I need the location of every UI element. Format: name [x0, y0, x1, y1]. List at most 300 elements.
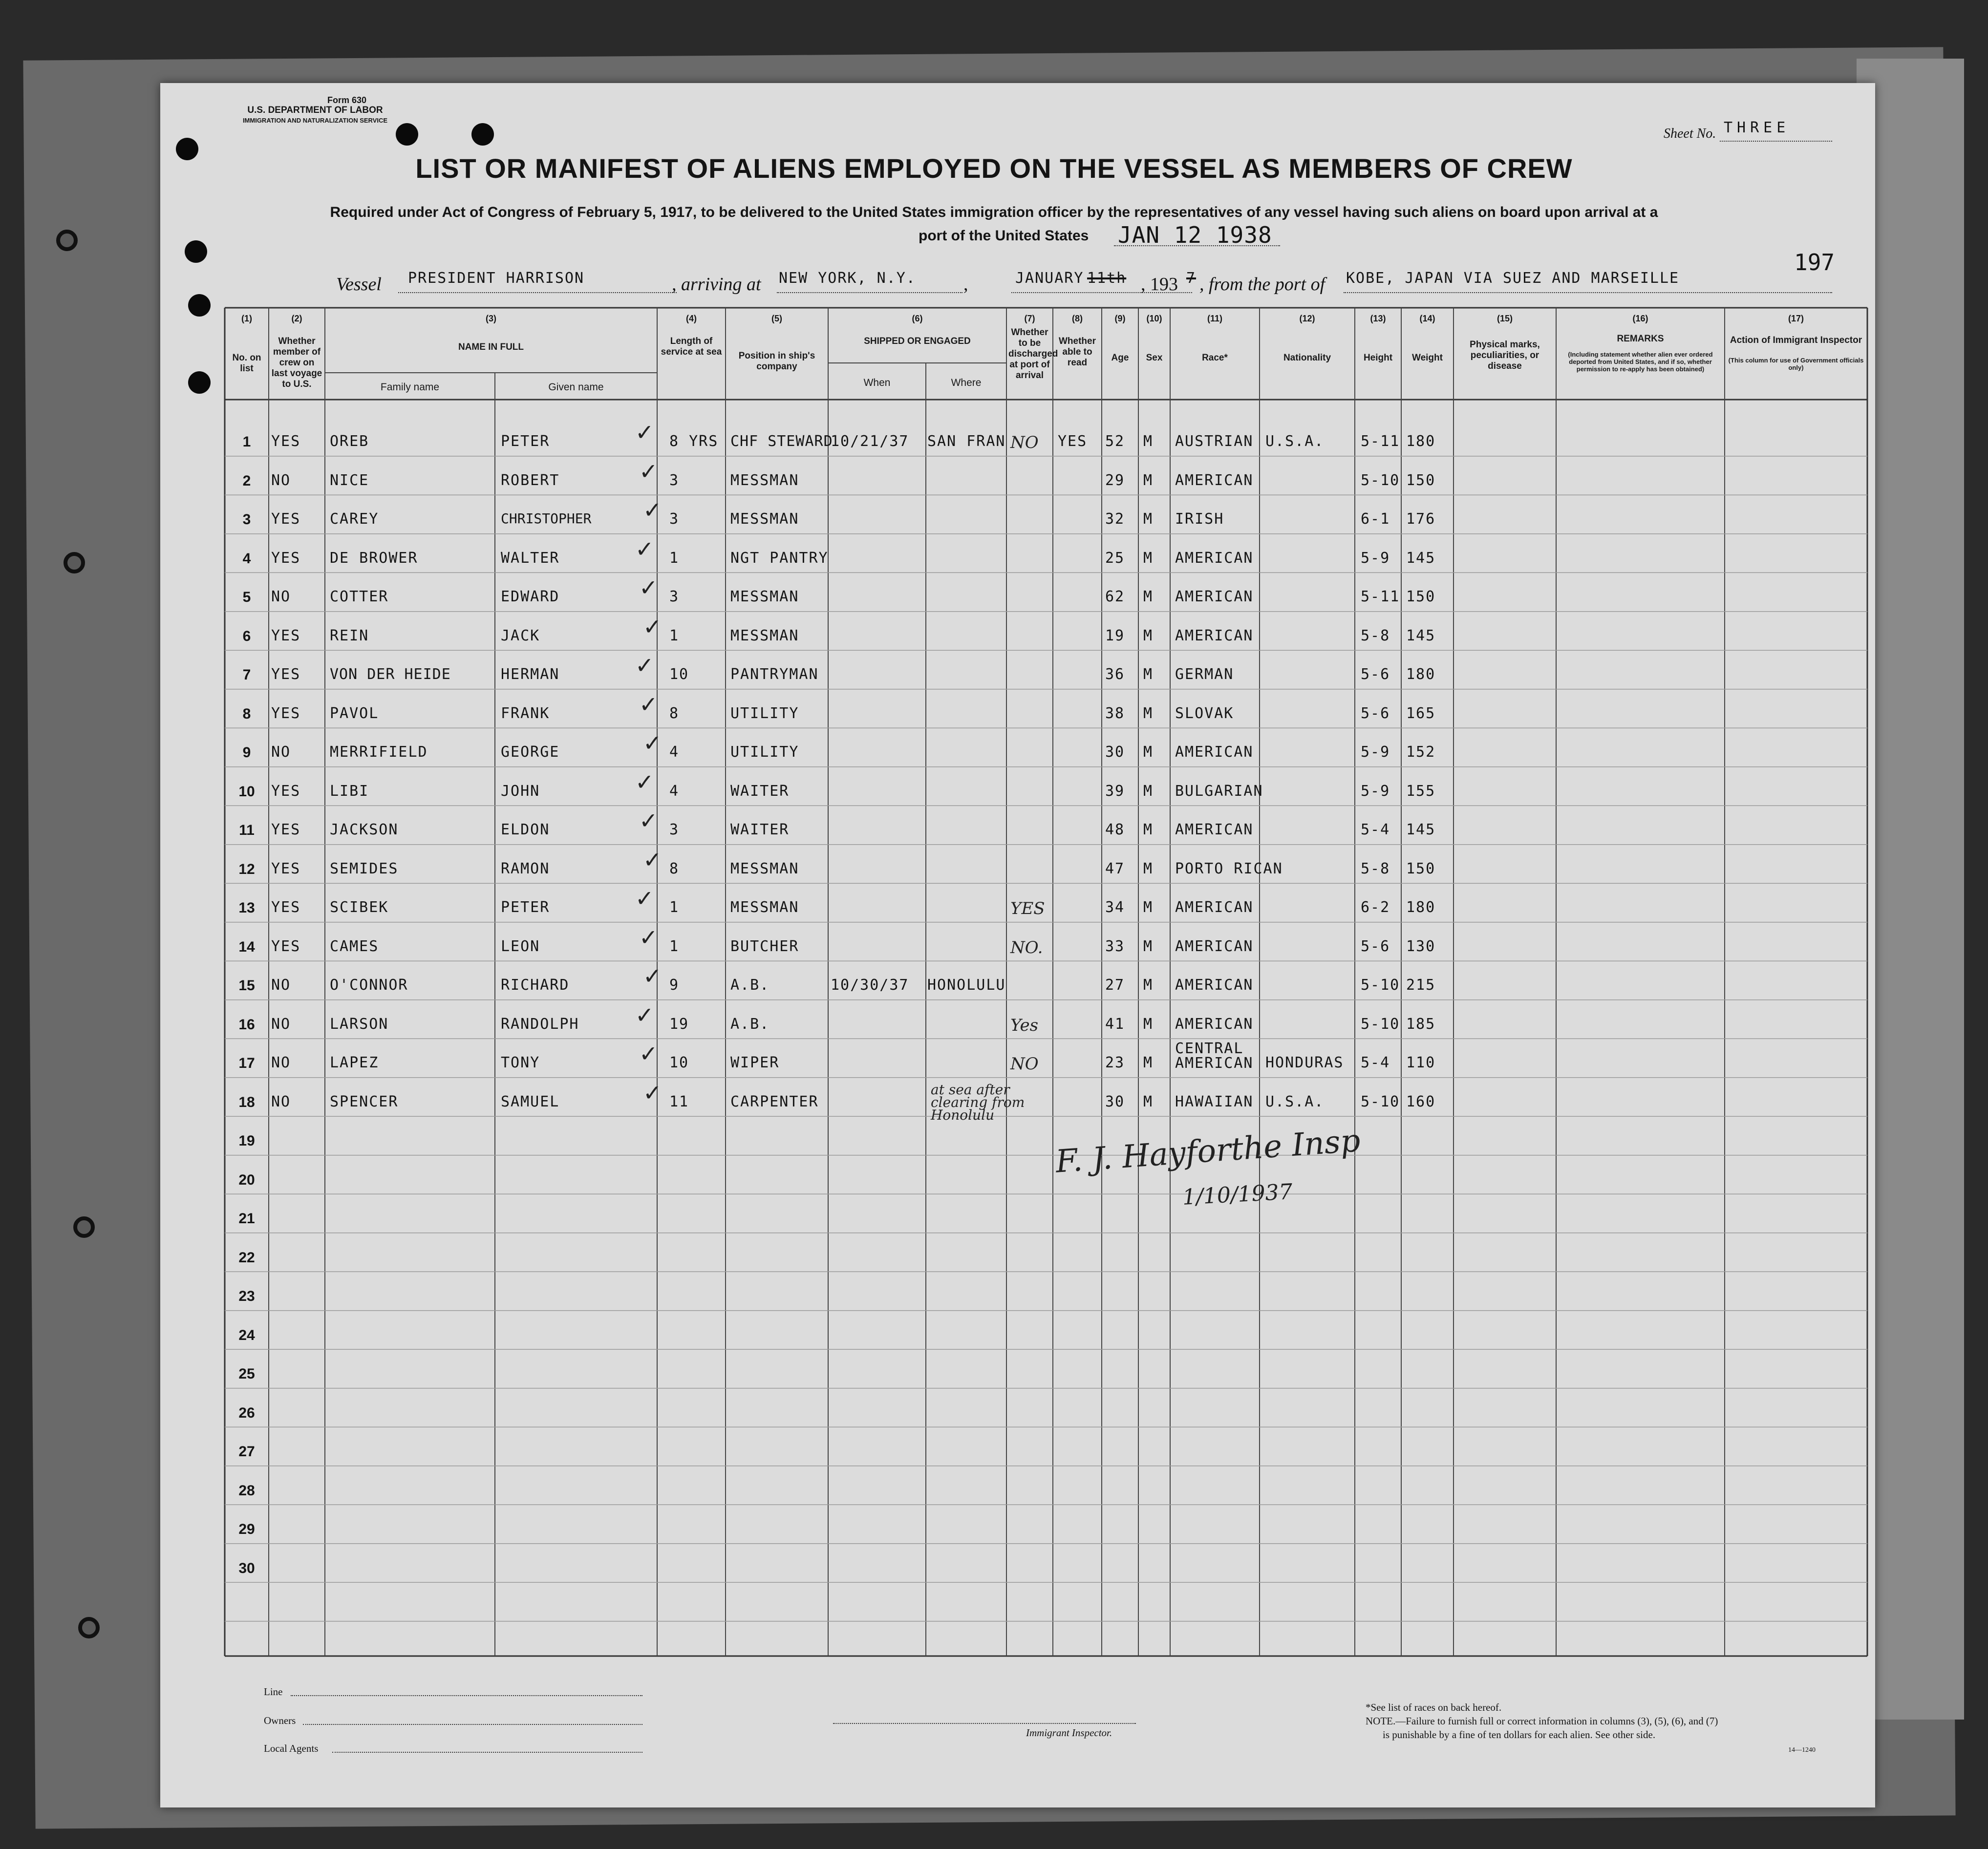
service-length: 3 — [669, 471, 680, 489]
column-number: (8) — [1072, 314, 1083, 323]
check-mark-icon: ✓ — [635, 419, 654, 446]
races-note: *See list of races on back hereof. — [1366, 1701, 1502, 1713]
weight: 180 — [1406, 666, 1436, 683]
discharged-at-port: NO — [1010, 433, 1039, 452]
owners-label: Owners — [264, 1715, 296, 1726]
weight: 150 — [1406, 860, 1436, 877]
crew-number: 2 — [242, 472, 251, 489]
column-number: (16) — [1632, 314, 1648, 323]
height: 5-4 — [1361, 821, 1390, 838]
race: HAWAIIAN — [1175, 1093, 1254, 1110]
column-number: (2) — [291, 314, 302, 323]
empty-row-number: 25 — [238, 1366, 255, 1382]
race: CENTRAL AMERICAN — [1175, 1040, 1254, 1072]
family-name: CAREY — [330, 510, 379, 528]
age: 48 — [1105, 821, 1125, 838]
crew-number: 14 — [238, 938, 255, 955]
column-number: (6) — [912, 314, 923, 323]
empty-row-number: 26 — [238, 1404, 255, 1421]
family-name: REIN — [330, 627, 369, 644]
weight: 145 — [1406, 627, 1436, 644]
check-mark-icon: ✓ — [639, 808, 658, 834]
column-number: (13) — [1370, 314, 1386, 323]
column-header: Nationality — [1283, 353, 1331, 363]
page-title: LIST OR MANIFEST OF ALIENS EMPLOYED ON THE VESSEL AS MEMBERS OF CREW — [415, 153, 1573, 184]
service-length: 3 — [669, 510, 680, 528]
check-mark-icon: ✓ — [643, 963, 662, 989]
from-label: , from the port of — [1199, 274, 1325, 295]
height: 5-8 — [1361, 627, 1390, 644]
family-name: COTTER — [330, 588, 389, 605]
weight: 150 — [1406, 471, 1436, 489]
sheet-value: THREE — [1724, 119, 1790, 136]
sex: M — [1143, 510, 1154, 528]
crew-number: 9 — [242, 744, 251, 761]
arrival-month: JANUARY — [1015, 270, 1084, 287]
race: AMERICAN — [1175, 821, 1254, 838]
given-name: RICHARD — [501, 977, 570, 994]
column-header: Age — [1111, 353, 1129, 363]
column-number: (10) — [1146, 314, 1162, 323]
sex: M — [1143, 782, 1154, 800]
family-name: SPENCER — [330, 1093, 399, 1110]
last-voyage: YES — [271, 937, 301, 955]
column-number: (5) — [771, 314, 782, 323]
last-voyage: NO — [271, 1015, 291, 1033]
weight: 155 — [1406, 782, 1436, 800]
ship-position: BUTCHER — [730, 937, 799, 955]
column-header: Whether member of crew on last voyage to U.S. — [271, 336, 322, 389]
weight: 180 — [1406, 433, 1436, 450]
line-underline — [291, 1695, 642, 1696]
empty-row-number: 19 — [238, 1133, 255, 1149]
sex: M — [1143, 744, 1154, 761]
age: 33 — [1105, 937, 1125, 955]
empty-row-number: 30 — [238, 1560, 255, 1576]
given-name: HERMAN — [501, 666, 560, 683]
check-mark-icon: ✓ — [639, 691, 658, 718]
race: GERMAN — [1175, 666, 1234, 683]
empty-row-number: 23 — [238, 1288, 255, 1304]
where-header: Where — [951, 377, 982, 388]
given-name: WALTER — [501, 549, 560, 567]
age: 32 — [1105, 510, 1125, 528]
service-length: 8 — [669, 704, 680, 722]
given-name-header: Given name — [548, 382, 604, 393]
discharged-at-port: Yes — [1010, 1015, 1039, 1035]
column-header: Weight — [1412, 353, 1443, 363]
weight: 215 — [1406, 977, 1436, 994]
sex: M — [1143, 471, 1154, 489]
service-length: 3 — [669, 588, 680, 605]
age: 52 — [1105, 433, 1125, 450]
immigrant-inspector-label: Immigrant Inspector. — [1026, 1727, 1112, 1739]
last-voyage: YES — [271, 782, 301, 800]
weight: 176 — [1406, 510, 1436, 528]
date-stamp: JAN 12 1938 — [1118, 222, 1272, 248]
check-mark-icon: ✓ — [635, 652, 654, 679]
family-name: SCIBEK — [330, 899, 389, 916]
sex: M — [1143, 1054, 1154, 1071]
arriving-port: NEW YORK, N.Y. — [779, 270, 916, 287]
height: 6-1 — [1361, 510, 1390, 528]
race: AMERICAN — [1175, 627, 1254, 644]
age: 27 — [1105, 977, 1125, 994]
check-mark-icon: ✓ — [639, 458, 658, 485]
sex: M — [1143, 627, 1154, 644]
arriving-label: , arriving at — [672, 274, 761, 295]
shipped-where: SAN FRAN — [927, 433, 1006, 450]
check-mark-icon: ✓ — [639, 1041, 658, 1067]
family-name: SEMIDES — [330, 860, 399, 877]
check-mark-icon: ✓ — [643, 497, 662, 523]
family-name: MERRIFIELD — [330, 744, 428, 761]
given-name: SAMUEL — [501, 1093, 560, 1110]
check-mark-icon: ✓ — [635, 768, 654, 795]
sex: M — [1143, 1015, 1154, 1033]
family-name: OREB — [330, 433, 369, 450]
height: 5-8 — [1361, 860, 1390, 877]
given-name: EDWARD — [501, 588, 560, 605]
crew-number: 7 — [242, 667, 251, 683]
year-label: , 193 — [1141, 274, 1178, 295]
inspector-signature: F. J. Hayforthe Insp — [1054, 1123, 1362, 1180]
height: 5-6 — [1361, 937, 1390, 955]
check-mark-icon: ✓ — [635, 1001, 654, 1028]
check-mark-icon: ✓ — [635, 535, 654, 562]
height: 5-10 — [1361, 1093, 1400, 1110]
discharged-at-port: YES — [1010, 899, 1045, 918]
height: 5-6 — [1361, 704, 1390, 722]
weight: 130 — [1406, 937, 1436, 955]
nationality: HONDURAS — [1265, 1054, 1344, 1071]
age: 23 — [1105, 1054, 1125, 1071]
last-voyage: YES — [271, 666, 301, 683]
service-length: 1 — [669, 937, 680, 955]
race: AUSTRIAN — [1175, 433, 1254, 450]
column-header: Action of Immigrant Inspector — [1730, 335, 1862, 345]
race: IRISH — [1175, 510, 1224, 528]
race: SLOVAK — [1175, 704, 1234, 722]
shipped-when: 10/30/37 — [831, 977, 909, 994]
at-sea-note-line: clearing from — [931, 1094, 1025, 1110]
discharged-at-port: NO. — [1010, 937, 1043, 957]
shipped-where: HONOLULU — [927, 977, 1006, 994]
ship-position: MESSMAN — [730, 471, 799, 489]
service-length: 8 — [669, 860, 680, 877]
height: 5-10 — [1361, 1015, 1400, 1033]
weight: 165 — [1406, 704, 1436, 722]
check-mark-icon: ✓ — [643, 730, 662, 756]
empty-row-number: 22 — [238, 1249, 255, 1266]
check-mark-icon: ✓ — [643, 1079, 662, 1106]
column-number: (4) — [686, 314, 697, 323]
empty-row-number: 24 — [238, 1327, 255, 1343]
remarks-note: (Including statement whether alien ever ordered deported from United States, and if so, whether permission to re-apply has been obtained) — [1568, 351, 1713, 373]
last-voyage: YES — [271, 899, 301, 916]
crew-number: 8 — [242, 705, 251, 722]
ship-position: PANTRYMAN — [730, 666, 819, 683]
crew-number: 12 — [238, 861, 255, 877]
race: AMERICAN — [1175, 471, 1254, 489]
age: 30 — [1105, 744, 1125, 761]
column-header: Race* — [1202, 353, 1228, 363]
given-name: RANDOLPH — [501, 1015, 579, 1033]
weight: 150 — [1406, 588, 1436, 605]
ship-position: WAITER — [730, 821, 790, 838]
column-number: (17) — [1788, 314, 1804, 323]
weight: 152 — [1406, 744, 1436, 761]
department-name: U.S. DEPARTMENT OF LABOR — [247, 105, 383, 115]
age: 30 — [1105, 1093, 1125, 1110]
age: 62 — [1105, 588, 1125, 605]
ship-position: A.B. — [730, 977, 770, 994]
crew-number: 1 — [242, 434, 251, 450]
column-header: NAME IN FULL — [458, 342, 524, 352]
given-name: FRANK — [501, 704, 550, 722]
weight: 145 — [1406, 549, 1436, 567]
column-header: REMARKS — [1617, 334, 1664, 344]
crew-number: 5 — [242, 589, 251, 605]
column-number: (14) — [1419, 314, 1435, 323]
column-header: No. on list — [232, 353, 261, 374]
column-number: (1) — [241, 314, 252, 323]
race: AMERICAN — [1175, 977, 1254, 994]
empty-row-number: 21 — [238, 1211, 255, 1227]
owners-underline — [303, 1724, 642, 1725]
weight: 110 — [1406, 1054, 1436, 1071]
ship-position: WIPER — [730, 1054, 780, 1071]
service-length: 11 — [669, 1093, 689, 1110]
last-voyage: YES — [271, 860, 301, 877]
crew-number: 16 — [238, 1016, 255, 1033]
column-number: (7) — [1024, 314, 1035, 323]
column-header: Length of service at sea — [661, 336, 722, 357]
given-name: RAMON — [501, 860, 550, 877]
at-sea-note-line: Honolulu — [931, 1107, 995, 1123]
ship-position: MESSMAN — [730, 510, 799, 528]
when-header: When — [863, 377, 891, 388]
height: 5-10 — [1361, 471, 1400, 489]
service-length: 10 — [669, 666, 689, 683]
age: 39 — [1105, 782, 1125, 800]
column-number: (9) — [1114, 314, 1126, 323]
inspector-underline — [833, 1723, 1136, 1724]
nationality: U.S.A. — [1265, 1093, 1325, 1110]
family-name: CAMES — [330, 937, 379, 955]
height: 5-11 — [1361, 588, 1400, 605]
ship-position: A.B. — [730, 1015, 770, 1033]
age: 25 — [1105, 549, 1125, 567]
crew-number: 18 — [238, 1094, 255, 1110]
sex: M — [1143, 977, 1154, 994]
last-voyage: YES — [271, 433, 301, 450]
column-header: Position in ship's company — [738, 351, 815, 372]
sex: M — [1143, 666, 1154, 683]
height: 5-9 — [1361, 782, 1390, 800]
signature-date: 1/10/1937 — [1181, 1179, 1293, 1210]
column-header: Whether able to read — [1059, 336, 1096, 368]
age: 36 — [1105, 666, 1125, 683]
vessel-label: Vessel — [336, 274, 382, 295]
column-header: SHIPPED OR ENGAGED — [864, 336, 971, 346]
given-name: LEON — [501, 937, 540, 955]
fine-note-2: is punishable by a fine of ten dollars for each alien. See other side. — [1383, 1729, 1656, 1741]
ship-position: CARPENTER — [730, 1093, 819, 1110]
race: AMERICAN — [1175, 899, 1254, 916]
sex: M — [1143, 860, 1154, 877]
service-name: IMMIGRATION AND NATURALIZATION SERVICE — [242, 117, 388, 124]
age: 29 — [1105, 471, 1125, 489]
shipped-when: 10/21/37 — [831, 433, 909, 450]
height: 5-10 — [1361, 977, 1400, 994]
column-number: (15) — [1496, 314, 1513, 323]
page-subtitle: Required under Act of Congress of February 5, 1917, to be delivered to the United States immigration officer by the representatives of any vessel having such aliens on board upon arrival at a — [330, 204, 1658, 220]
service-length: 3 — [669, 821, 680, 838]
height: 5-4 — [1361, 1054, 1390, 1071]
height: 5-11 — [1361, 433, 1400, 450]
ship-position: UTILITY — [730, 704, 799, 722]
family-name: LARSON — [330, 1015, 389, 1033]
last-voyage: NO — [271, 744, 291, 761]
height: 5-6 — [1361, 666, 1390, 683]
line-label: Line — [264, 1686, 283, 1698]
last-voyage: YES — [271, 549, 301, 567]
column-number: (3) — [486, 314, 496, 323]
sex: M — [1143, 433, 1154, 450]
last-voyage: YES — [271, 704, 301, 722]
check-mark-icon: ✓ — [643, 613, 662, 640]
family-name: PAVOL — [330, 704, 379, 722]
check-mark-icon: ✓ — [639, 924, 658, 951]
service-length: 4 — [669, 782, 680, 800]
empty-row-number: 29 — [238, 1521, 255, 1537]
height: 5-9 — [1361, 549, 1390, 567]
age: 38 — [1105, 704, 1125, 722]
print-code: 14—1240 — [1788, 1746, 1816, 1754]
column-header: Physical marks, peculiarities, or disease — [1470, 340, 1540, 371]
page-subtitle-2: port of the United States — [919, 228, 1089, 244]
service-length: 19 — [669, 1015, 689, 1033]
ship-position: NGT PANTRY — [730, 549, 829, 567]
ship-position: MESSMAN — [730, 627, 799, 644]
service-length: 1 — [669, 627, 680, 644]
last-voyage: NO — [271, 471, 291, 489]
column-header: Whether to be discharged at port of arrival — [1008, 327, 1058, 381]
family-name: DE BROWER — [330, 549, 418, 567]
age: 41 — [1105, 1015, 1125, 1033]
sex: M — [1143, 821, 1154, 838]
crew-number: 17 — [238, 1055, 255, 1071]
year-struck: 7 — [1186, 270, 1197, 287]
crew-number: 10 — [238, 783, 255, 800]
crew-number: 6 — [242, 628, 251, 644]
sex: M — [1143, 937, 1154, 955]
sex: M — [1143, 704, 1154, 722]
service-length: 1 — [669, 899, 680, 916]
given-name: ROBERT — [501, 471, 560, 489]
given-name: JACK — [501, 627, 540, 644]
last-voyage: NO — [271, 588, 291, 605]
ship-position: UTILITY — [730, 744, 799, 761]
last-voyage: YES — [271, 821, 301, 838]
at-sea-note — [931, 1084, 1025, 1122]
ship-position: CHF STEWARD — [730, 433, 833, 450]
weight: 145 — [1406, 821, 1436, 838]
local-agents-label: Local Agents — [264, 1743, 319, 1754]
service-length: 9 — [669, 977, 680, 994]
race: AMERICAN — [1175, 937, 1254, 955]
nationality: U.S.A. — [1265, 433, 1325, 450]
crew-number: 15 — [238, 978, 255, 994]
family-name: JACKSON — [330, 821, 399, 838]
service-length: 1 — [669, 549, 680, 567]
service-length: 10 — [669, 1054, 689, 1071]
family-name: VON DER HEIDE — [330, 666, 451, 683]
race: AMERICAN — [1175, 588, 1254, 605]
race: AMERICAN — [1175, 744, 1254, 761]
age: 34 — [1105, 899, 1125, 916]
page-number: 197 — [1794, 249, 1835, 276]
last-voyage: YES — [271, 510, 301, 528]
at-sea-note-line: at sea after — [931, 1082, 1010, 1098]
race: AMERICAN — [1175, 1015, 1254, 1033]
weight: 160 — [1406, 1093, 1436, 1110]
service-length: 4 — [669, 744, 680, 761]
service-length: 8 YRS — [669, 433, 719, 450]
form-number: Form 630 — [327, 95, 367, 105]
last-voyage: NO — [271, 1054, 291, 1071]
fine-note: NOTE.—Failure to furnish full or correct information in columns (3), (5), (6), and (7) — [1366, 1715, 1718, 1727]
given-name: PETER — [501, 433, 550, 450]
sex: M — [1143, 899, 1154, 916]
ship-position: MESSMAN — [730, 860, 799, 877]
check-mark-icon: ✓ — [635, 885, 654, 912]
given-name: ELDON — [501, 821, 550, 838]
sheet-label: Sheet No. — [1664, 126, 1716, 141]
sex: M — [1143, 588, 1154, 605]
action-note: (This column for use of Government officials only) — [1728, 357, 1864, 371]
check-mark-icon: ✓ — [643, 846, 662, 873]
race: BULGARIAN — [1175, 782, 1263, 800]
age: 47 — [1105, 860, 1125, 877]
empty-row-number: 27 — [238, 1444, 255, 1460]
last-voyage: NO — [271, 1093, 291, 1110]
last-voyage: NO — [271, 977, 291, 994]
empty-row-number: 28 — [238, 1482, 255, 1499]
ship-position: MESSMAN — [730, 588, 799, 605]
family-name: O'CONNOR — [330, 977, 408, 994]
vessel-name: PRESIDENT HARRISON — [408, 270, 585, 287]
column-header: Height — [1363, 353, 1393, 363]
race: PORTO RICAN — [1175, 860, 1283, 877]
family-name: NICE — [330, 471, 369, 489]
age: 19 — [1105, 627, 1125, 644]
given-name: CHRISTOPHER — [501, 510, 592, 527]
given-name: JOHN — [501, 782, 540, 800]
able-to-read: YES — [1058, 433, 1088, 450]
weight: 185 — [1406, 1015, 1436, 1033]
check-mark-icon: ✓ — [639, 574, 658, 601]
crew-number: 4 — [242, 550, 251, 567]
column-number: (12) — [1299, 314, 1315, 323]
column-header: Sex — [1146, 353, 1163, 363]
height: 5-9 — [1361, 744, 1390, 761]
ship-position: MESSMAN — [730, 899, 799, 916]
family-name: LAPEZ — [330, 1054, 379, 1071]
family-name-header: Family name — [380, 382, 440, 393]
sex: M — [1143, 549, 1154, 567]
